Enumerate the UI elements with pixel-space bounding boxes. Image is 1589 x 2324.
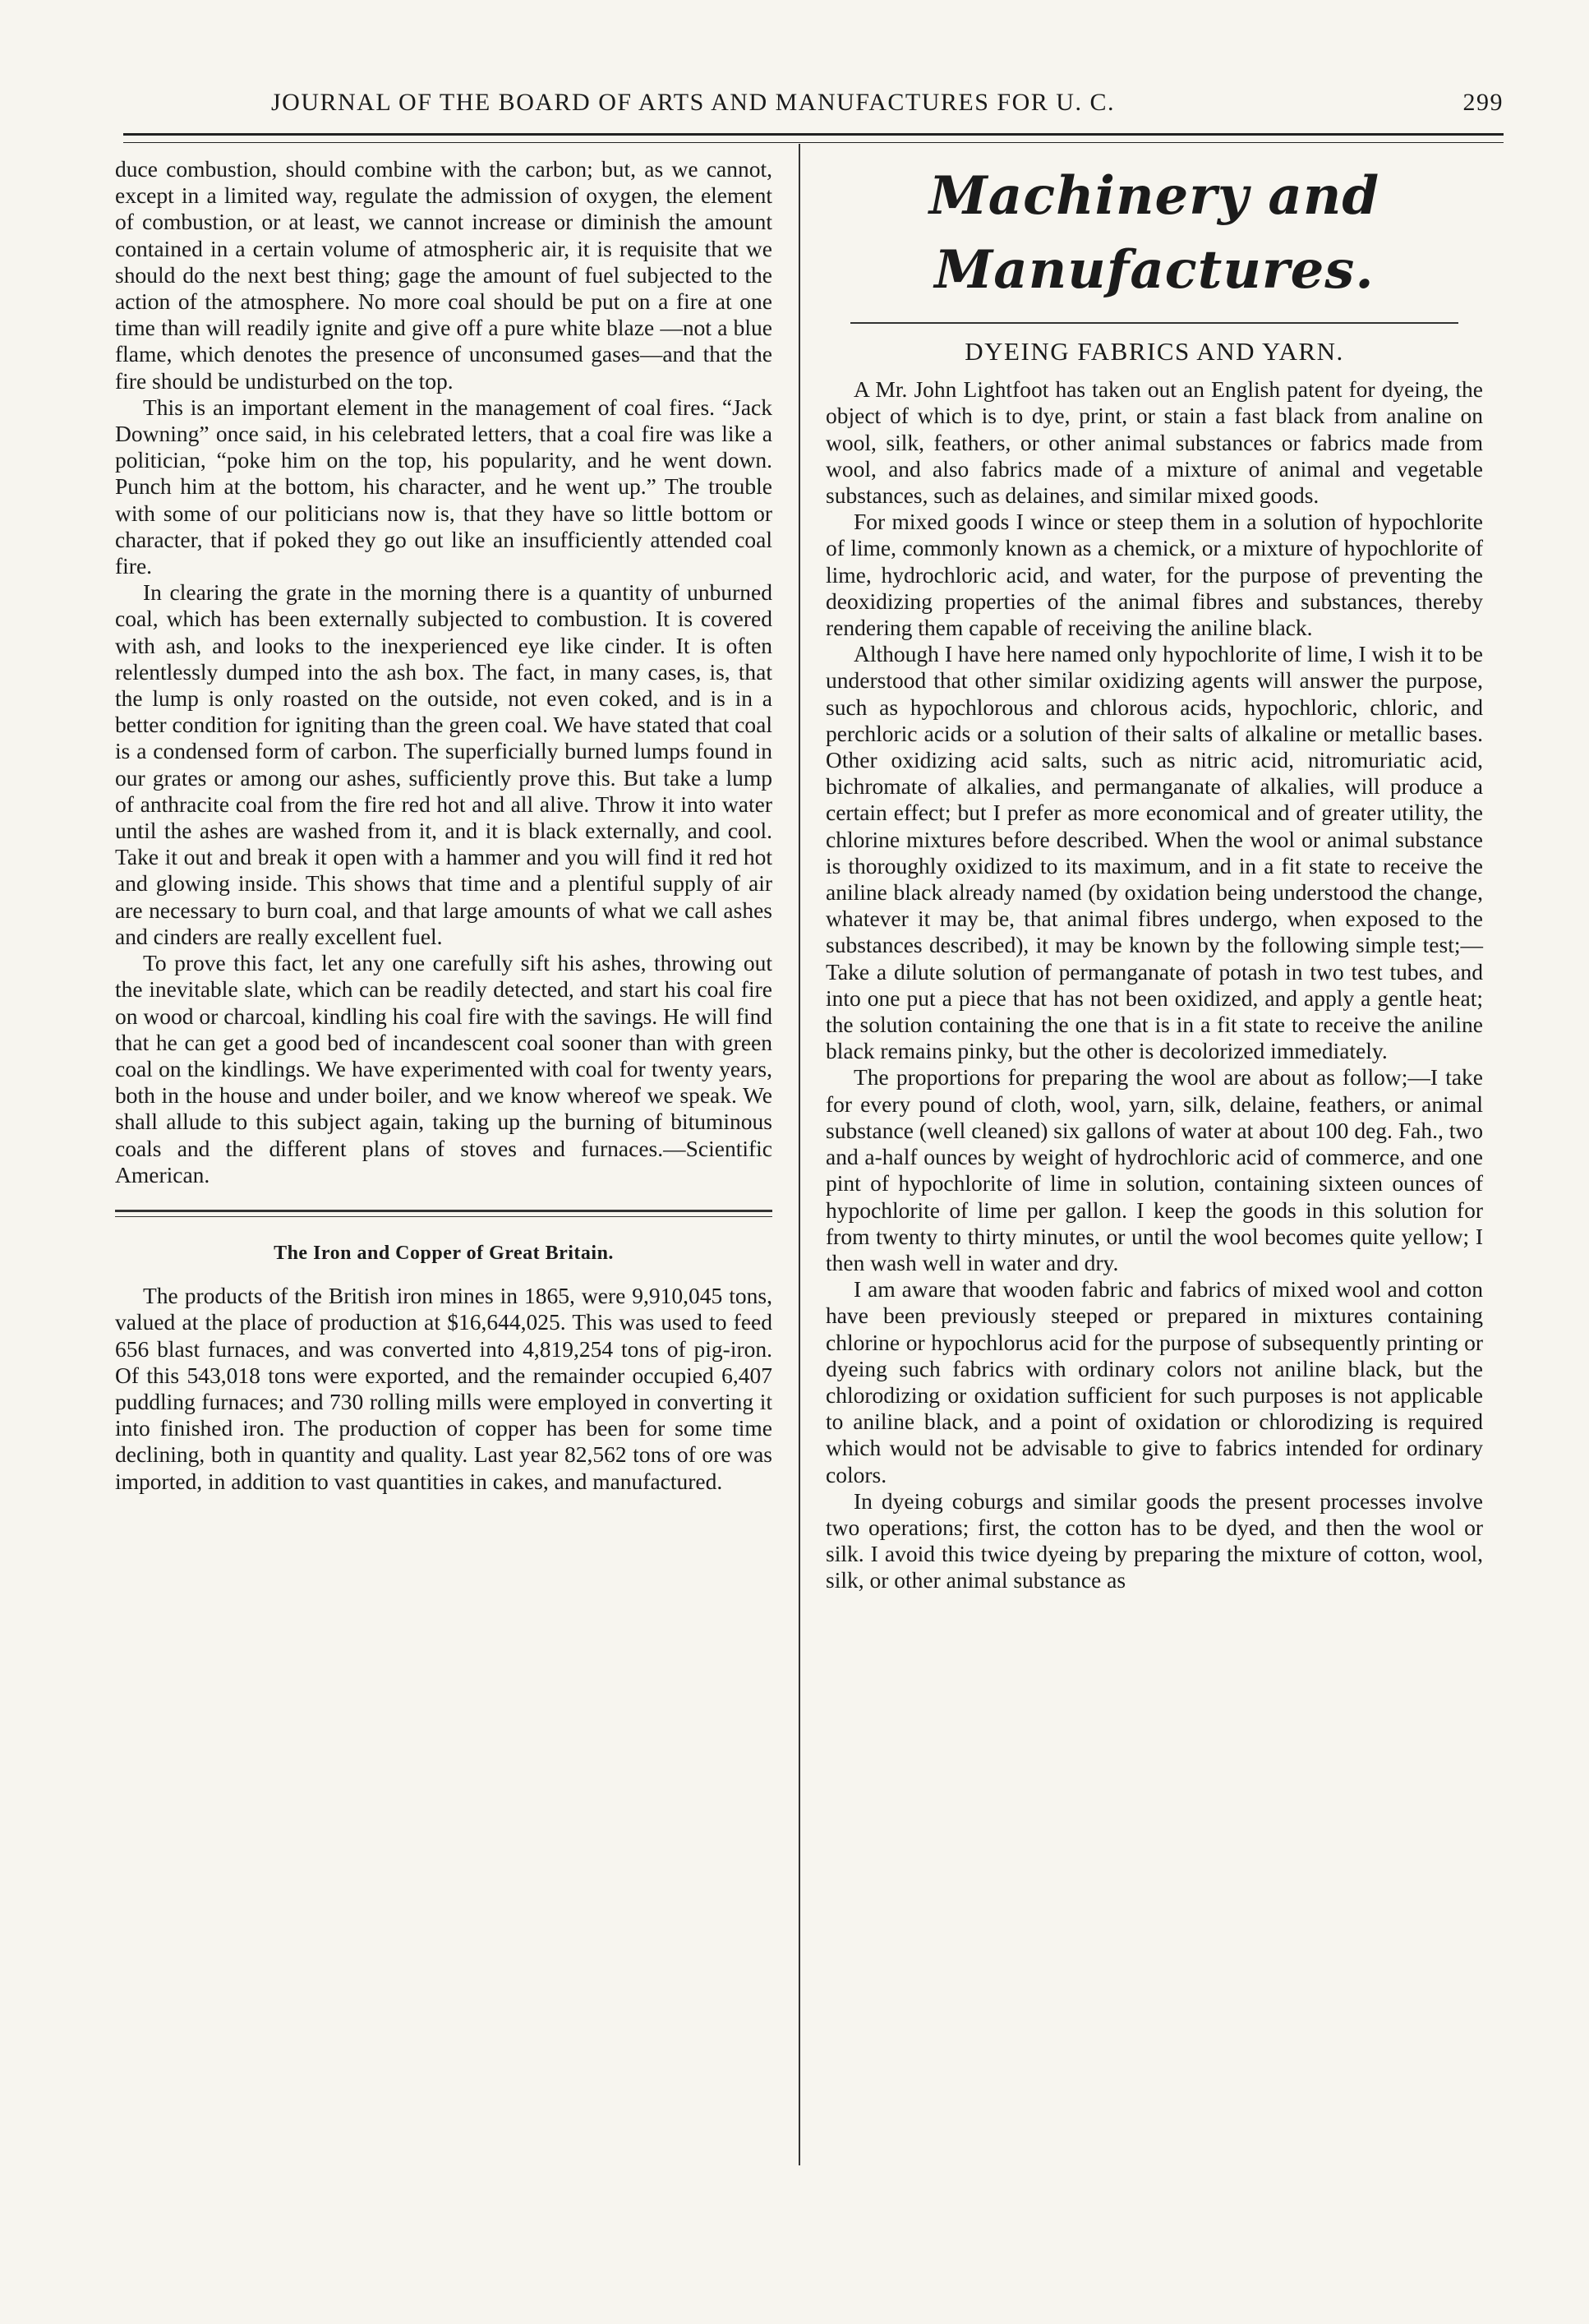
paragraph: duce combustion, should combine with the carbon; but, as we cannot, except in a limited way, regulate the admission of oxygen, the element of combustion, or at least, we cannot increase or diminish the amount contained in a certain volume of atmospheric air, it is requisite that we should do the next best thing; gage the amount of fuel subjected to the action of the atmosphere. No more coal should be put on a fire at one time than will readily ignite and give off a pure white blaze —not a blue flame, which denotes the presence of unconsumed gases—and that the fire should be undisturbed on the top.	[115, 156, 772, 394]
header-rule	[123, 133, 1504, 143]
paragraph: I am aware that wooden fabric and fabrics of mixed wool and cotton have been previously steeped or prepared in mixtures containing chlorine or hypochlorus acid for the purpose of subsequently printing or dyeing such fabrics with ordinary colors not aniline black, but the chlorodizing or oxidation sufficient for such purposes is not applicable to aniline black, and a point of oxidation or chlorodizing is required which would not be advisable to give to fabrics intended for ordinary colors.	[826, 1276, 1483, 1487]
paragraph: For mixed goods I wince or steep them in a solution of hypochlorite of lime, commonly known as a chemick, or a mixture of hypochlorite of lime, hydrochloric acid, and water, for the purpose of preventing the deoxidizing properties of the animal fibres and substances, thereby rendering them capable of receiving the aniline black.	[826, 509, 1483, 641]
paragraph: To prove this fact, let any one carefully sift his ashes, throwing out the inevitable slate, which can be readily detected, and start his coal fire on wood or charcoal, kindling his coal fire with the savings. He will find that he can get a good bed of incandescent coal sooner than with green coal on the kindlings. We have experimented with coal for twenty years, both in the house and under boiler, and we know whereof we speak. We shall allude to this subject again, taking up the burning of bituminous coals and the different plans of stoves and furnaces.—Scientific American.	[115, 950, 772, 1187]
section-divider	[115, 1210, 772, 1217]
article-title-iron-copper: The Iron and Copper of Great Britain.	[274, 1242, 614, 1264]
running-header	[123, 82, 1504, 131]
paragraph: The proportions for preparing the wool are about as follow;—I take for every pound of cloth, wool, yarn, silk, delaine, feathers, or animal substance (well cleaned) six gallons of water at about 100 deg. Fah., two and a-half ounces by weight of hydrochloric acid of commerce, and one pint of hypochlorite of lime in solution, containing sixteen ounces of hypochlorite of lime per gallon. I keep the goods in this solution for from twenty to thirty minutes, or until the wool becomes quite yellow; I then wash well in water and dry.	[826, 1064, 1483, 1275]
article-title-dyeing: DYEING FABRICS AND YARN.	[965, 337, 1344, 366]
journal-title: JOURNAL OF THE BOARD OF ARTS AND MANUFACTURES FOR U. C.	[271, 89, 1115, 116]
paragraph: Although I have here named only hypochlorite of lime, I wish it to be understood that other similar oxidizing agents will answer the purpose, such as hypochlorous and chlorous acids, hypochloric, chloric, and perchloric acids or a solution of their salts of alkaline or metallic bases. Other oxidizing acid salts, such as nitric acid, nitromuriatic acid, bichromate of alkalies, and permanganate of alkalies, will produce a certain effect; but I prefer as more economical and of greater utility, the chlorine mixtures before described. When the wool or animal substance is thoroughly oxidized to its maximum, and in a fit state to receive the aniline black already named (by oxidation being understood the change, whatever it may be, that animal fibres undergo, when exposed to the substances described), it may be known by the following simple test;—Take a dilute solution of permanganate of potash in two test tubes, and into one put a piece that has not been oxidized, and apply a gentle heat; the solution containing the one that is in a fit state to receive the aniline black remains pinky, but the other is decolorized immediately.	[826, 641, 1483, 1064]
paragraph: The products of the British iron mines in 1865, were 9,910,045 tons, valued at the place of production at $16,644,025. This was used to feed 656 blast furnaces, and was converted into 4,819,254 tons of pig-iron. Of this 543,018 tons were exported, and the remainder occupied 6,407 puddling furnaces; and 730 rolling mills were employed in converting it into finished iron. The production of copper has been for some time declining, both in quantity and quality. Last year 82,562 tons of ore was imported, in addition to vast quantities in cakes, and manufactured.	[115, 1283, 772, 1494]
paragraph: In dyeing coburgs and similar goods the present processes involve two operations; first, the cotton has to be dyed, and then the wool or silk. I avoid this twice dyeing by preparing the mixture of cotton, wool, silk, or other animal substance as	[826, 1487, 1483, 1593]
right-column	[826, 156, 1483, 1594]
paragraph: A Mr. John Lightfoot has taken out an English patent for dyeing, the object of which is to dye, print, or stain a fast black from analine on wool, silk, feathers, or other animal substances or fabrics made from wool, and also fabrics made of a mixture of animal and vegetable substances, such as delaines, and similar mixed goods.	[826, 376, 1483, 509]
left-column	[115, 156, 772, 1495]
column-divider	[799, 144, 800, 2165]
paragraph: In clearing the grate in the morning there is a quantity of unburned coal, which has been externally subjected to combustion. It is covered with ash, and looks to the inexperienced eye like cinder. It is often relentlessly dumped into the ash box. The fact, in many cases, is, that the lump is only roasted on the outside, not even coked, and is in a better condition for igniting than the green coal. We have stated that coal is a condensed form of carbon. The superficially burned lumps found in our grates or among our ashes, sufficiently prove this. But take a lump of anthracite coal from the fire red hot and all alive. Throw it into water until the ashes are washed from it, and it is black externally, and cool. Take it out and break it open with a hammer and you will find it red hot and glowing inside. This shows that time and a plentiful supply of air are necessary to burn coal, and that large amounts of what we call ashes and cinders are really excellent fuel.	[115, 579, 772, 949]
page-number: 299	[1462, 89, 1504, 116]
title-rule	[850, 322, 1458, 324]
section-title: Machinery and Manufactures.	[928, 165, 1380, 301]
paragraph: This is an important element in the management of coal fires. “Jack Downing” once said, in his celebrated letters, that a coal fire was like a politician, “poke him on the top, his popularity, and he went down. Punch him at the bottom, his character, and he went up.” The trouble with some of our politicians now is, that they have so little bottom or character, that if poked they go out like an insufficiently attended coal fire.	[115, 394, 772, 579]
